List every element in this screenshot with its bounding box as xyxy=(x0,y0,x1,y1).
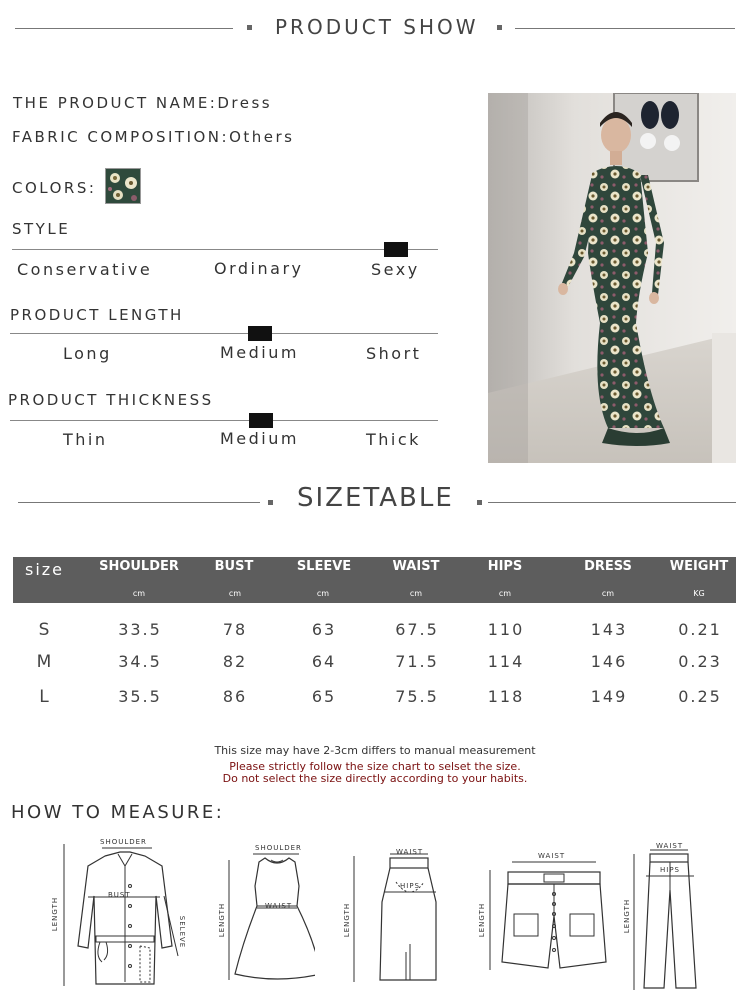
skirt-length-label: LENGTH xyxy=(343,902,352,938)
length-option-short: Short xyxy=(366,344,422,363)
jacket-sleeve-label: SELEVE xyxy=(178,915,187,949)
header-rule-left xyxy=(15,28,233,29)
sizetable-rule-right xyxy=(488,502,736,503)
dress-shoulder-label: SHOULDER xyxy=(255,844,302,852)
cell-bust: 82 xyxy=(222,652,248,671)
table-row xyxy=(0,620,750,644)
style-title: STYLE xyxy=(12,220,71,238)
shorts-diagram xyxy=(474,846,619,992)
sizetable-title: SIZETABLE xyxy=(297,483,454,513)
cell-sleeve: 64 xyxy=(311,652,337,671)
jacket-shoulder-label: SHOULDER xyxy=(100,838,147,846)
col-weight-unit: KG xyxy=(693,589,705,598)
cell-hips: 118 xyxy=(487,687,525,706)
cell-shoulder: 33.5 xyxy=(118,620,162,639)
style-option-sexy: Sexy xyxy=(371,260,420,279)
size-column-header: size xyxy=(25,560,65,579)
col-hips: HIPS xyxy=(487,559,523,574)
length-option-medium: Medium xyxy=(220,343,299,362)
header-dot-right xyxy=(497,25,502,30)
pants-length-label: LENGTH xyxy=(623,898,632,934)
size-s: S xyxy=(38,620,52,640)
cell-dress: 146 xyxy=(590,652,628,671)
note-habits: Do not select the size directly according to your habits. xyxy=(222,772,528,785)
table-row xyxy=(0,652,750,676)
pants-hips-label: HIPS xyxy=(660,866,680,874)
cell-shoulder: 35.5 xyxy=(118,687,162,706)
product-photo xyxy=(488,93,736,463)
cell-waist: 71.5 xyxy=(395,652,439,671)
skirt-waist-label: WAIST xyxy=(396,848,424,856)
size-l: L xyxy=(39,687,51,707)
colors-label: COLORS: xyxy=(12,179,97,197)
cell-waist: 75.5 xyxy=(395,687,439,706)
table-row xyxy=(0,687,750,711)
cell-waist: 67.5 xyxy=(395,620,439,639)
product-name: THE PRODUCT NAME:Dress xyxy=(13,94,273,112)
shorts-length-label: LENGTH xyxy=(478,902,487,938)
cell-weight: 0.25 xyxy=(678,687,722,706)
style-scale-line xyxy=(12,249,438,250)
skirt-diagram xyxy=(340,842,450,992)
cell-sleeve: 63 xyxy=(311,620,337,639)
note-measurement: This size may have 2-3cm differs to manual measurement xyxy=(214,744,536,757)
length-option-long: Long xyxy=(63,344,112,363)
cell-sleeve: 65 xyxy=(311,687,337,706)
thickness-scale-line xyxy=(10,420,438,421)
cell-bust: 86 xyxy=(222,687,248,706)
dress-length-label: LENGTH xyxy=(218,902,227,938)
header-dot-left xyxy=(247,25,252,30)
pants-waist-label: WAIST xyxy=(656,842,684,850)
col-waist: WAIST xyxy=(392,559,440,574)
length-marker xyxy=(248,326,272,341)
sizetable-dot-right xyxy=(477,500,482,505)
dress-waist-label: WAIST xyxy=(265,902,293,910)
col-hips-unit: cm xyxy=(498,589,512,598)
thickness-option-thin: Thin xyxy=(63,430,108,449)
style-option-conservative: Conservative xyxy=(17,260,153,279)
cell-weight: 0.23 xyxy=(678,652,722,671)
jacket-length-label: LENGTH xyxy=(51,896,60,932)
length-scale-line xyxy=(10,333,438,334)
col-sleeve: SLEEVE xyxy=(296,559,352,574)
cell-hips: 114 xyxy=(487,652,525,671)
note-follow-chart: Please strictly follow the size chart to selset the size. xyxy=(229,760,521,773)
style-option-ordinary: Ordinary xyxy=(214,259,304,278)
skirt-hips-label: HIPS xyxy=(400,882,420,890)
thickness-title: PRODUCT THICKNESS xyxy=(8,391,214,409)
sizetable-rule-left xyxy=(18,502,260,503)
header-rule-right xyxy=(515,28,735,29)
col-bust: BUST xyxy=(214,559,254,574)
cell-bust: 78 xyxy=(222,620,248,639)
col-dress-unit: cm xyxy=(601,589,615,598)
floral-swatch-image xyxy=(106,169,140,203)
cell-dress: 143 xyxy=(590,620,628,639)
dress-diagram xyxy=(215,842,315,992)
cell-hips: 110 xyxy=(487,620,525,639)
size-m: M xyxy=(36,652,54,672)
col-shoulder: SHOULDER xyxy=(99,559,179,574)
col-dress: DRESS xyxy=(584,559,632,574)
style-marker xyxy=(384,242,408,257)
col-weight: WEIGHT xyxy=(669,559,729,574)
page-title: PRODUCT SHOW xyxy=(275,15,479,39)
jacket-bust-label: BUST xyxy=(108,891,131,899)
shorts-waist-label: WAIST xyxy=(538,852,566,860)
sizetable-dot-left xyxy=(268,500,273,505)
color-swatch[interactable] xyxy=(105,168,141,204)
cell-dress: 149 xyxy=(590,687,628,706)
thickness-option-medium: Medium xyxy=(220,429,299,448)
col-waist-unit: cm xyxy=(409,589,423,598)
size-table-header xyxy=(13,557,736,603)
jacket-diagram xyxy=(50,836,200,992)
measure-title: HOW TO MEASURE: xyxy=(11,802,225,823)
col-sleeve-unit: cm xyxy=(316,589,330,598)
pants-diagram xyxy=(620,842,730,992)
thickness-option-thick: Thick xyxy=(366,430,421,449)
col-shoulder-unit: cm xyxy=(132,589,146,598)
col-bust-unit: cm xyxy=(228,589,242,598)
fabric-composition: FABRIC COMPOSITION:Others xyxy=(12,128,295,146)
thickness-marker xyxy=(249,413,273,428)
length-title: PRODUCT LENGTH xyxy=(10,306,184,324)
cell-shoulder: 34.5 xyxy=(118,652,162,671)
cell-weight: 0.21 xyxy=(678,620,722,639)
